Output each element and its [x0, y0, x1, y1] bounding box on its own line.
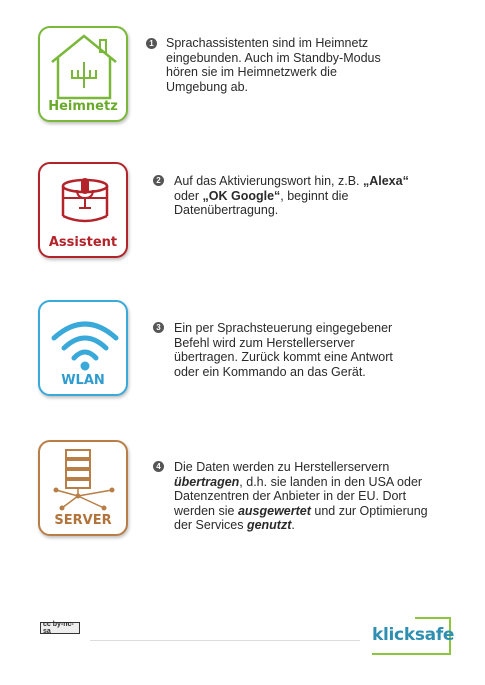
logo-frame-bottom [372, 647, 451, 655]
step-number-4: 4 [153, 461, 164, 472]
heimnetz-label: Heimnetz [48, 99, 118, 114]
step-4-text: Die Daten werden zu Herstellerservern übertragen, d.h. sie landen in den USA oder Datenzentren der Anbieter in der EU. Dort werden sie ausgewertet und zur Optimierung der Services genutzt. [174, 460, 428, 532]
heimnetz-card [38, 26, 128, 122]
assistent-label: Assistent [48, 235, 118, 250]
step-1-text: Sprachassistenten sind im Heimnetz eingebunden. Auch im Standby-Modus hören sie im Heimnetzwerk die Umgebung ab. [166, 36, 381, 94]
step-number-3: 3 [153, 322, 164, 333]
wlan-card [38, 300, 128, 396]
server-card [38, 440, 128, 536]
license-badge: cc by-nc-sa [40, 622, 80, 634]
step-number-1: 1 [146, 38, 157, 49]
logo-text: klicksafe [372, 625, 455, 645]
wlan-label: WLAN [61, 373, 105, 388]
server-label: SERVER [54, 513, 112, 528]
step-3-text: Ein per Sprachsteuerung eingegebener Befehl wird zum Herstellerserver übertragen. Zurück kommt eine Antwort oder ein Kommando an das Gerät. [174, 321, 393, 379]
footer-divider [90, 640, 360, 641]
klicksafe-logo [372, 617, 455, 657]
step-number-2: 2 [153, 175, 164, 186]
assistent-card [38, 162, 128, 258]
step-2-text: Auf das Aktivierungswort hin, z.B. „Alexa“ oder „OK Google“, beginnt die Datenübertragung. [174, 174, 409, 217]
